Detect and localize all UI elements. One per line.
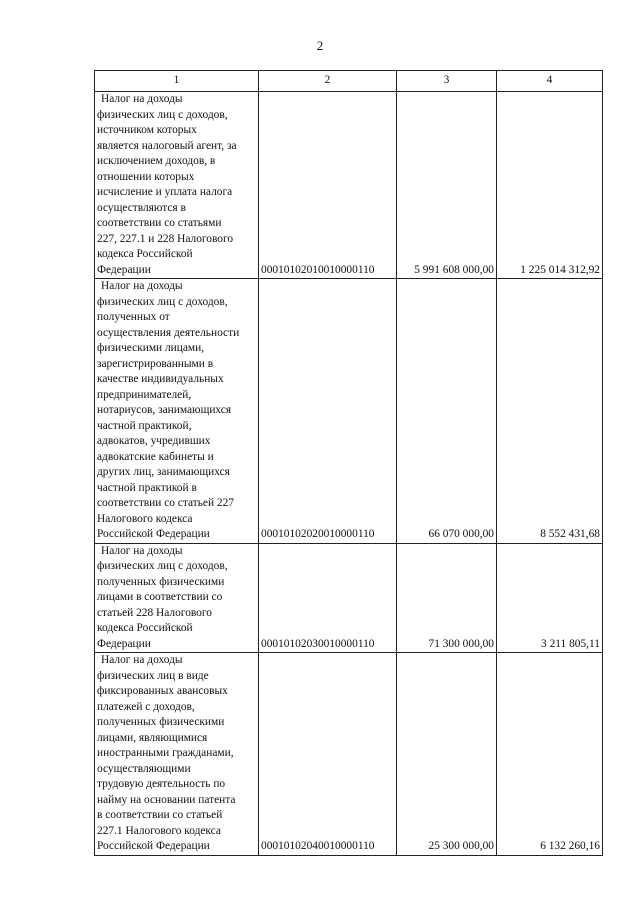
revenue-name-line: является налоговый агент, за (97, 139, 237, 152)
revenue-name-line: физических лиц в виде (97, 669, 209, 682)
revenue-name-line: лицами в соответствии со (97, 591, 223, 603)
revenue-name-line: Налог на доходы (101, 544, 183, 557)
table-row (95, 543, 603, 653)
revenue-name-line: адвокатов, учредивших (97, 435, 211, 447)
revenue-name-line: Российской Федерации (97, 528, 210, 540)
revenue-name-line: физических лиц с доходов, (97, 108, 228, 121)
planned-amount-cell: 66 070 000,00 (397, 279, 497, 544)
revenue-name-line: источником которых (97, 124, 197, 136)
revenue-name-line: Налог на доходы (101, 280, 183, 292)
actual-amount-cell: 8 552 431,68 (497, 279, 603, 544)
table-row (95, 92, 603, 279)
revenue-name-line: соответствии со статьями (97, 217, 222, 229)
column-header-4: 4 (497, 71, 603, 92)
revenue-name-cell (95, 653, 259, 856)
revenue-name-line: физических лиц с доходов, (97, 295, 228, 308)
revenue-name-line: кодекса Российской (97, 248, 193, 260)
revenue-name-cell (95, 279, 259, 544)
revenue-name-line: физических лиц с доходов, (97, 560, 228, 572)
revenue-name-line: 227.1 Налогового кодекса (97, 824, 221, 837)
revenue-name-line: отношении которых (97, 170, 195, 183)
revenue-name-line: осуществляются в (97, 201, 186, 214)
table-row (95, 279, 603, 544)
revenue-name-line: Налогового кодекса (97, 512, 193, 525)
revenue-name-line: фиксированных авансовых (97, 685, 228, 697)
revenue-name-line: зарегистрированными в (97, 357, 214, 370)
actual-amount-cell: 1 225 014 312,92 (497, 92, 603, 279)
revenue-name-line: осуществления деятельности (97, 326, 240, 339)
revenue-name-line: Налог на доходы (101, 93, 183, 105)
revenue-name-line: Российской Федерации (97, 840, 210, 852)
planned-amount-cell: 71 300 000,00 (397, 543, 497, 653)
revenue-name-line: найму на основании патента (97, 793, 236, 806)
revenue-name-line: полученных физическими (97, 716, 225, 728)
revenue-name-line: качестве индивидуальных (97, 373, 224, 385)
column-header-2: 2 (259, 71, 397, 92)
revenue-name-line: частной практикой, (97, 419, 192, 432)
revenue-name-line: иностранными гражданами, (97, 747, 234, 759)
budget-code-cell: 00010102030010000110 (259, 543, 397, 653)
budget-code-cell: 00010102040010000110 (259, 653, 397, 856)
revenue-name-line: платежей с доходов, (97, 700, 195, 713)
revenue-name-cell (95, 92, 259, 279)
actual-amount-cell: 3 211 805,11 (497, 543, 603, 653)
revenue-name-line: лицами, являющимися (97, 731, 208, 744)
actual-amount-cell: 6 132 260,16 (497, 653, 603, 856)
revenue-name-line: исключением доходов, в (97, 155, 216, 167)
revenue-name-line: кодекса Российской (97, 622, 193, 634)
revenue-name-line: Федерации (97, 637, 151, 650)
table-row (95, 653, 603, 856)
revenue-name-line: соответствии со статьей 227 (97, 497, 234, 509)
revenue-name-line: статьей 228 Налогового (97, 606, 212, 619)
budget-code-cell: 00010102010010000110 (259, 92, 397, 279)
revenue-name-line: 227, 227.1 и 228 Налогового (97, 232, 234, 245)
planned-amount-cell: 25 300 000,00 (397, 653, 497, 856)
revenue-table (94, 70, 603, 856)
revenue-name-line: трудовую деятельность по (97, 778, 226, 790)
revenue-name-line: осуществляющими (97, 762, 191, 775)
revenue-name-line: полученных физическими (97, 575, 225, 588)
revenue-name-line: полученных от (97, 311, 170, 323)
column-header-1: 1 (95, 71, 259, 92)
revenue-name-line: адвокатские кабинеты и (97, 450, 214, 463)
revenue-name-line: исчисление и уплата налога (97, 186, 233, 198)
table-header-row (95, 71, 603, 92)
revenue-name-line: в соответствии со статьей (97, 809, 223, 821)
column-header-3: 3 (397, 71, 497, 92)
revenue-name-line: Федерации (97, 263, 151, 276)
revenue-name-cell (95, 543, 259, 653)
revenue-name-line: предпринимателей, (97, 388, 192, 401)
budget-code-cell: 00010102020010000110 (259, 279, 397, 544)
revenue-name-line: нотариусов, занимающихся (97, 404, 232, 416)
table-body (95, 92, 603, 856)
revenue-name-line: других лиц, занимающихся (97, 466, 230, 478)
page-number: 2 (316, 38, 324, 53)
planned-amount-cell: 5 991 608 000,00 (397, 92, 497, 279)
revenue-name-line: физическими лицами, (97, 342, 205, 354)
revenue-name-line: Налог на доходы (101, 654, 183, 666)
revenue-name-line: частной практикой в (97, 481, 197, 494)
